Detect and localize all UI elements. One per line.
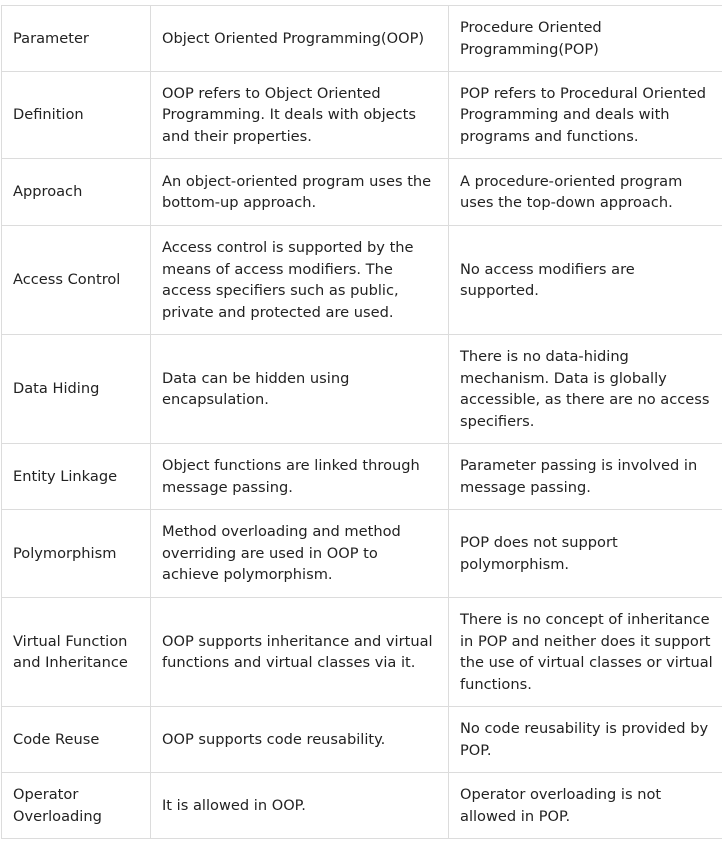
cell-pop: No access modifiers are supported. [449, 226, 722, 335]
cell-oop: Object functions are linked through message passing. [151, 444, 449, 510]
table-row-virtual-function [2, 598, 722, 707]
cell-oop: An object-oriented program uses the bottom-up approach. [151, 159, 449, 226]
cell-pop: A procedure-oriented program uses the top-down approach. [449, 159, 722, 226]
cell-parameter: Polymorphism [2, 510, 151, 598]
cell-parameter: Entity Linkage [2, 444, 151, 510]
table-row-data-hiding [2, 335, 722, 444]
cell-parameter: Approach [2, 159, 151, 226]
header-pop: Procedure Oriented Programming(POP) [449, 6, 722, 72]
header-oop: Object Oriented Programming(OOP) [151, 6, 449, 72]
cell-pop: No code reusability is provided by POP. [449, 707, 722, 773]
table-header-row [2, 6, 722, 72]
cell-pop: There is no concept of inheritance in POP and neither does it support the use of virtual classes or virtual functions. [449, 598, 722, 707]
cell-oop: Data can be hidden using encapsulation. [151, 335, 449, 444]
cell-parameter: Definition [2, 72, 151, 159]
cell-parameter: Code Reuse [2, 707, 151, 773]
cell-parameter: Operator Overloading [2, 773, 151, 839]
cell-parameter: Data Hiding [2, 335, 151, 444]
cell-oop: It is allowed in OOP. [151, 773, 449, 839]
cell-parameter: Virtual Function and Inheritance [2, 598, 151, 707]
table-row-access-control [2, 226, 722, 335]
cell-pop: Operator overloading is not allowed in POP. [449, 773, 722, 839]
comparison-table [1, 5, 722, 839]
cell-parameter: Access Control [2, 226, 151, 335]
cell-oop: OOP refers to Object Oriented Programming. It deals with objects and their properties. [151, 72, 449, 159]
cell-pop: POP refers to Procedural Oriented Programming and deals with programs and functions. [449, 72, 722, 159]
table-row-polymorphism [2, 510, 722, 598]
cell-pop: Parameter passing is involved in message passing. [449, 444, 722, 510]
table-row-code-reuse [2, 707, 722, 773]
table-row-operator-overloading [2, 773, 722, 839]
cell-oop: Access control is supported by the means of access modifiers. The access specifiers such as public, private and protected are used. [151, 226, 449, 335]
table-row-approach [2, 159, 722, 226]
table-row-entity-linkage [2, 444, 722, 510]
cell-oop: Method overloading and method overriding are used in OOP to achieve polymorphism. [151, 510, 449, 598]
cell-oop: OOP supports code reusability. [151, 707, 449, 773]
table-row-definition [2, 72, 722, 159]
cell-pop: There is no data-hiding mechanism. Data is globally accessible, as there are no access specifiers. [449, 335, 722, 444]
header-parameter: Parameter [2, 6, 151, 72]
cell-pop: POP does not support polymorphism. [449, 510, 722, 598]
cell-oop: OOP supports inheritance and virtual functions and virtual classes via it. [151, 598, 449, 707]
